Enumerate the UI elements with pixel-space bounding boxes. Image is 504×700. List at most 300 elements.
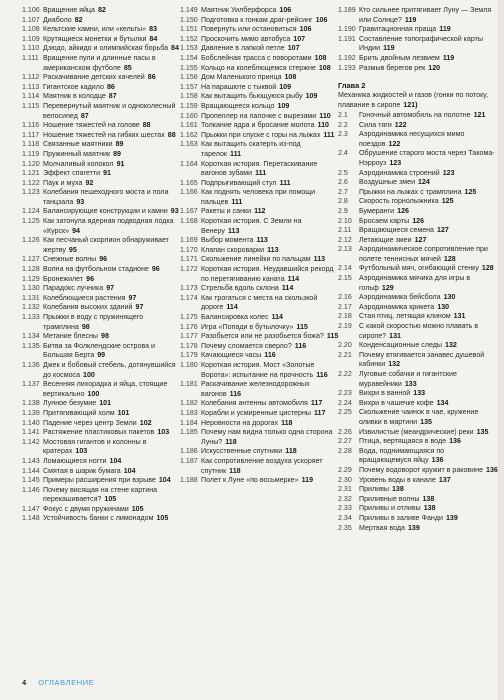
toc-entry[interactable] <box>22 275 182 285</box>
toc-entry[interactable] <box>22 303 182 313</box>
entry-title-wrap <box>359 524 498 534</box>
toc-entry[interactable] <box>22 514 182 524</box>
toc-entry[interactable] <box>338 466 498 476</box>
entry-number: 1.141 <box>22 428 40 437</box>
entry-title-wrap <box>43 236 182 255</box>
toc-entry[interactable] <box>22 236 182 255</box>
toc-entry[interactable] <box>22 140 182 150</box>
entry-title-wrap <box>201 246 340 256</box>
entry-title: Бобслейная трасса с поворотами <box>201 53 312 62</box>
toc-entry[interactable] <box>338 169 498 179</box>
entry-title-wrap <box>359 111 498 121</box>
entry-number: 1.179 <box>180 351 198 360</box>
toc-entry[interactable] <box>338 25 498 35</box>
page-number: 4 <box>22 678 27 687</box>
toc-entry[interactable] <box>180 140 340 159</box>
entry-number: 1.123 <box>22 188 40 197</box>
toc-entry[interactable] <box>338 408 498 427</box>
entry-title-wrap <box>359 447 498 466</box>
entry-page: 106 <box>299 25 312 34</box>
entry-page: 119 <box>442 53 455 62</box>
toc-entry[interactable] <box>180 476 340 486</box>
toc-entry[interactable] <box>180 207 340 217</box>
chapter-subtitle-text: Механика жидкостей и газов (гонки по потоку, плавание в сиропе <box>338 91 489 109</box>
entry-title: Размыв берегов рек <box>359 63 426 72</box>
toc-entry[interactable] <box>180 112 340 122</box>
entry-title: Бронежилет <box>43 274 84 283</box>
entry-title: Как трогаться с места на скользкой дороге <box>201 293 318 312</box>
toc-entry[interactable] <box>338 149 498 168</box>
entry-title: Снежные волны <box>43 255 97 264</box>
toc-entry[interactable] <box>22 332 182 342</box>
entry-title-wrap <box>43 265 182 275</box>
toc-entry[interactable] <box>338 399 498 409</box>
entry-title-wrap <box>201 255 340 265</box>
entry-title-wrap <box>359 35 498 54</box>
entry-number: 1.109 <box>22 34 40 43</box>
toc-entry[interactable] <box>180 6 340 16</box>
entry-title: Качающиеся часы <box>201 351 262 360</box>
entry-title-wrap <box>359 504 498 514</box>
entry-title: Маятник Уилберфорса <box>201 6 277 14</box>
entry-number: 1.126 <box>22 236 40 245</box>
entry-number: 1.157 <box>180 82 198 91</box>
entry-page: 118 <box>229 466 241 475</box>
toc-entry[interactable] <box>180 419 340 429</box>
toc-entry[interactable] <box>338 341 498 351</box>
entry-page: 96 <box>86 274 95 283</box>
toc-entry[interactable] <box>180 64 340 74</box>
entry-title: Приливы в заливе Фанди <box>359 513 443 522</box>
entry-page: 121 <box>473 110 486 119</box>
entry-title: Молчаливый колокол <box>43 159 114 168</box>
entry-number: 1.187 <box>180 456 198 465</box>
page-footer <box>22 678 94 687</box>
toc-entry[interactable] <box>180 409 340 419</box>
entry-number: 1.131 <box>22 293 40 302</box>
entry-title-wrap <box>201 323 340 333</box>
toc-entry[interactable] <box>22 160 182 170</box>
entry-number: 2.28 <box>338 446 352 455</box>
toc-entry[interactable] <box>180 246 340 256</box>
toc-entry[interactable] <box>22 428 182 438</box>
entry-page: 86 <box>147 73 156 82</box>
toc-entry[interactable] <box>338 514 498 524</box>
toc-entry[interactable] <box>180 457 340 476</box>
toc-entry[interactable] <box>338 524 498 534</box>
entry-title-wrap <box>43 179 182 189</box>
toc-entry[interactable] <box>22 380 182 399</box>
toc-entry[interactable] <box>22 16 182 26</box>
toc-entry[interactable] <box>180 217 340 236</box>
toc-entry[interactable] <box>22 44 182 54</box>
entry-title: Приливные волны <box>359 494 420 503</box>
toc-entry[interactable] <box>180 54 340 64</box>
entry-title: Вращение пули и длинные пасы в американском футболе <box>43 53 156 72</box>
entry-title-wrap <box>359 341 498 351</box>
entry-page: 105 <box>156 514 169 523</box>
toc-entry[interactable] <box>180 131 340 141</box>
toc-entry[interactable] <box>22 438 182 457</box>
entry-number: 1.129 <box>22 274 40 283</box>
entry-title: Полет к Луне «по восьмерке» <box>201 476 299 485</box>
entry-page: 126 <box>412 216 425 225</box>
entry-number: 1.146 <box>22 485 40 494</box>
entry-title: Клапан скороварки <box>201 245 265 254</box>
entry-number: 2.15 <box>338 274 352 283</box>
entry-number: 2.34 <box>338 513 352 522</box>
entry-page: 84 <box>171 44 179 53</box>
entry-title-wrap <box>201 73 340 83</box>
toc-entry[interactable] <box>338 64 498 74</box>
toc-entry[interactable] <box>180 399 340 409</box>
entry-title: Почему нам видна только одна сторона Луны? <box>201 428 333 446</box>
toc-entry[interactable] <box>180 447 340 457</box>
entry-title-wrap <box>201 64 340 74</box>
entry-title-wrap <box>43 188 182 207</box>
entry-title-wrap <box>43 160 182 170</box>
entry-number: 1.192 <box>338 53 356 62</box>
entry-title: Короткая история. Неудавшийся рекорд по перетягиванию каната <box>201 265 334 283</box>
entry-title-wrap <box>201 35 340 45</box>
entry-title: Вода, поднимающаяся по вращающемуся яйцу <box>359 446 445 465</box>
toc-entry[interactable] <box>180 361 340 380</box>
toc-entry[interactable] <box>180 342 340 352</box>
toc-entry[interactable] <box>180 188 340 207</box>
entry-title-wrap <box>359 514 498 524</box>
entry-number: 2.6 <box>338 178 348 187</box>
entry-title: Кто сильнее притягивает Луну — Земля или Солнце? <box>359 6 492 24</box>
entry-number: 2.14 <box>338 264 352 273</box>
entry-title: Ношение тяжестей на голове <box>43 121 140 130</box>
chapter-heading: Глава 2 <box>338 81 366 91</box>
entry-page: 109 <box>305 92 318 101</box>
entry-title-wrap <box>359 389 498 399</box>
toc-entry[interactable] <box>338 485 498 495</box>
toc-entry[interactable] <box>338 476 498 486</box>
toc-entry[interactable] <box>338 217 498 227</box>
toc-entry[interactable] <box>338 370 498 389</box>
entry-title-wrap <box>359 495 498 505</box>
toc-entry[interactable] <box>22 255 182 265</box>
entry-title-wrap <box>201 207 340 217</box>
entry-number: 1.154 <box>180 53 198 62</box>
entry-number: 1.135 <box>22 341 40 350</box>
entry-title: Как песчаный скорпион обнаруживает жертву <box>43 236 169 254</box>
entry-number: 2.11 <box>338 226 352 235</box>
entry-page: 107 <box>293 34 306 43</box>
entry-title-wrap <box>43 409 182 419</box>
toc-entry[interactable] <box>338 428 498 438</box>
entry-number: 1.155 <box>180 63 198 72</box>
toc-entry[interactable] <box>180 16 340 26</box>
toc-entry[interactable] <box>180 284 340 294</box>
toc-entry[interactable] <box>338 293 498 303</box>
entry-title: Скольжение линейки по пальцам <box>201 255 311 264</box>
toc-entry[interactable] <box>180 92 340 102</box>
entry-page: 128 <box>443 254 456 263</box>
entry-page: 110 <box>317 121 329 130</box>
entry-title: Ракеты и санки <box>201 207 252 216</box>
entry-title: Ношение тяжестей на гибких шестах <box>43 130 165 139</box>
toc-entry[interactable] <box>180 313 340 323</box>
entry-title-wrap <box>201 92 340 102</box>
toc-entry[interactable] <box>180 428 340 447</box>
entry-number: 1.169 <box>180 236 198 245</box>
toc-entry[interactable] <box>180 255 340 265</box>
entry-title-wrap <box>43 140 182 150</box>
entry-number: 1.128 <box>22 265 40 274</box>
entry-title-wrap <box>359 54 498 64</box>
entry-number: 1.190 <box>338 25 356 34</box>
entry-page: 119 <box>301 476 314 485</box>
toc-entry[interactable] <box>180 265 340 284</box>
toc-entry[interactable] <box>180 73 340 83</box>
entry-page: 138 <box>391 485 404 494</box>
entry-number: 1.137 <box>22 380 40 389</box>
toc-entry[interactable] <box>338 111 498 121</box>
entry-number: 1.115 <box>22 101 40 110</box>
entry-number: 1.152 <box>180 34 198 43</box>
toc-entry[interactable] <box>338 130 498 149</box>
toc-entry[interactable] <box>338 495 498 505</box>
toc-entry[interactable] <box>180 35 340 45</box>
toc-entry[interactable] <box>22 313 182 332</box>
toc-entry[interactable] <box>180 83 340 93</box>
entry-number: 1.186 <box>180 447 198 456</box>
entry-number: 1.168 <box>180 217 198 226</box>
entry-number: 1.149 <box>180 6 198 14</box>
toc-entry[interactable] <box>22 419 182 429</box>
entry-page: 106 <box>279 6 292 14</box>
toc-entry[interactable] <box>22 102 182 121</box>
entry-number: 2.21 <box>338 350 352 359</box>
entry-title: Извилистые (меандрические) реки <box>359 427 474 436</box>
toc-entry[interactable] <box>180 323 340 333</box>
toc-entry[interactable] <box>338 322 498 341</box>
entry-title: Аэродинамика крикета <box>359 302 435 311</box>
entry-page: 112 <box>254 207 266 216</box>
toc-entry[interactable] <box>22 409 182 419</box>
toc-entry[interactable] <box>180 351 340 361</box>
toc-entry[interactable] <box>22 476 182 486</box>
entry-page: 91 <box>116 159 125 168</box>
entry-title: Примеры расширения при взрыве <box>43 476 156 485</box>
entry-page: 135 <box>420 417 432 426</box>
entry-title: Как вытащить бьющуюся рыбу <box>201 92 303 101</box>
toc-entry[interactable] <box>22 150 182 160</box>
entry-page: 120 <box>428 63 441 72</box>
entry-number: 1.139 <box>22 408 40 417</box>
entry-number: 1.114 <box>22 92 40 101</box>
entry-page: 98 <box>101 332 109 341</box>
entry-page: 93 <box>170 207 179 216</box>
entry-page: 115 <box>326 332 339 341</box>
toc-entry[interactable] <box>22 342 182 361</box>
toc-entry[interactable] <box>22 131 182 141</box>
entry-title: Растяжение пластиковых пакетов <box>43 428 155 437</box>
entry-title-wrap <box>201 419 340 429</box>
entry-title-wrap <box>359 485 498 495</box>
toc-entry[interactable] <box>22 121 182 131</box>
toc-entry[interactable] <box>22 169 182 179</box>
toc-entry[interactable] <box>180 380 340 399</box>
toc-entry[interactable] <box>338 245 498 264</box>
toc-entry[interactable] <box>22 217 182 236</box>
entry-title: Давление в лапкой петле <box>201 44 285 53</box>
entry-number: 1.134 <box>22 332 40 341</box>
entry-page: 117 <box>313 408 326 417</box>
entry-page: 113 <box>227 226 240 235</box>
entry-number: 1.106 <box>22 6 40 14</box>
toc-entry[interactable] <box>22 486 182 505</box>
toc-entry[interactable] <box>338 188 498 198</box>
entry-page: 92 <box>85 178 94 187</box>
entry-title: Воздушные змеи <box>359 178 416 187</box>
entry-number: 2.30 <box>338 475 352 484</box>
chapter-page: 121) <box>403 100 418 109</box>
toc-entry[interactable] <box>338 312 498 322</box>
toc-entry[interactable] <box>338 197 498 207</box>
entry-page: 131 <box>389 331 401 340</box>
toc-entry[interactable] <box>338 274 498 293</box>
entry-number: 2.12 <box>338 235 352 244</box>
entry-page: 132 <box>445 341 457 350</box>
entry-title: Кольцо на колеблющемся стержне <box>201 63 316 72</box>
toc-entry[interactable] <box>180 294 340 313</box>
entry-number: 1.117 <box>22 130 40 139</box>
entry-page: 125 <box>464 187 477 196</box>
toc-entry[interactable] <box>180 44 340 54</box>
toc-entry[interactable] <box>338 35 498 54</box>
toc-entry[interactable] <box>338 447 498 466</box>
entry-title: Ломающиеся ногти <box>43 456 107 465</box>
entry-title-wrap <box>201 160 340 179</box>
entry-title: Как вытащить скатерть из-под тарелок <box>201 140 301 158</box>
toc-entry[interactable] <box>180 160 340 179</box>
entry-title: Разобьется или не разобьется божа? <box>201 332 324 341</box>
entry-title: Стрельба вдоль склона <box>201 284 279 293</box>
entry-title: Футбольный мяч, огибающий стенку <box>359 264 479 273</box>
toc-entry[interactable] <box>180 332 340 342</box>
entry-title-wrap <box>201 217 340 236</box>
toc-entry[interactable] <box>22 92 182 102</box>
toc-entry[interactable] <box>338 236 498 246</box>
entry-page: 97 <box>135 303 144 312</box>
toc-entry[interactable] <box>338 178 498 188</box>
toc-entry[interactable] <box>338 121 498 131</box>
entry-title: Пружинный маятник <box>43 149 111 158</box>
toc-entry[interactable] <box>22 399 182 409</box>
entry-number: 2.10 <box>338 216 352 225</box>
entry-title: Перевернутый маятник и одноколесный велосипед <box>43 101 176 120</box>
toc-entry[interactable] <box>338 6 498 25</box>
toc-entry[interactable] <box>22 35 182 45</box>
entry-page: 97 <box>128 293 137 302</box>
toc-entry[interactable] <box>22 294 182 304</box>
entry-number: 1.161 <box>180 121 198 130</box>
toc-entry[interactable] <box>22 361 182 380</box>
toc-entry[interactable] <box>22 505 182 515</box>
toc-entry[interactable] <box>338 226 498 236</box>
entry-number: 1.159 <box>180 101 198 110</box>
toc-entry[interactable] <box>338 264 498 274</box>
toc-entry[interactable] <box>180 25 340 35</box>
entry-title: Подпрыгивающий стул <box>201 178 277 187</box>
entry-number: 1.191 <box>338 34 356 43</box>
toc-entry[interactable] <box>338 437 498 447</box>
toc-column-2 <box>180 6 340 486</box>
entry-number: 1.180 <box>180 360 198 369</box>
entry-number: 2.18 <box>338 312 352 321</box>
entry-page: 84 <box>149 34 158 43</box>
entry-number: 2.8 <box>338 197 348 206</box>
toc-entry[interactable] <box>338 207 498 217</box>
toc-entry[interactable] <box>22 6 182 16</box>
entry-title-wrap <box>201 457 340 476</box>
toc-entry[interactable] <box>338 351 498 370</box>
entry-number: 1.193 <box>338 63 356 72</box>
toc-entry[interactable] <box>338 303 498 313</box>
toc-entry[interactable] <box>22 54 182 73</box>
toc-entry[interactable] <box>22 188 182 207</box>
entry-page: 86 <box>106 82 115 91</box>
entry-number: 1.142 <box>22 437 40 446</box>
toc-entry[interactable] <box>180 179 340 189</box>
toc-entry[interactable] <box>22 25 182 35</box>
entry-page: 117 <box>310 399 323 408</box>
toc-entry[interactable] <box>338 389 498 399</box>
entry-number: 1.127 <box>22 255 40 264</box>
toc-entry[interactable] <box>180 102 340 112</box>
entry-number: 1.182 <box>180 399 198 408</box>
entry-page: 127 <box>414 235 427 244</box>
entry-title-wrap <box>359 428 498 438</box>
entry-number: 1.133 <box>22 313 40 321</box>
entry-number: 1.185 <box>180 428 198 437</box>
toc-entry[interactable] <box>22 457 182 467</box>
toc-entry[interactable] <box>180 121 340 131</box>
entry-title: Вращающиеся семена <box>359 226 435 235</box>
toc-entry[interactable] <box>22 265 182 275</box>
toc-entry[interactable] <box>22 179 182 189</box>
entry-number: 2.9 <box>338 206 348 215</box>
entry-number: 1.143 <box>22 456 40 465</box>
entry-title-wrap <box>359 303 498 313</box>
entry-title-wrap <box>43 16 182 26</box>
entry-page: 113 <box>267 245 279 254</box>
entry-number: 2.16 <box>338 293 352 302</box>
toc-entry[interactable] <box>22 83 182 93</box>
toc-entry[interactable] <box>22 467 182 477</box>
entry-page: 135 <box>476 427 489 436</box>
toc-entry[interactable] <box>22 284 182 294</box>
entry-title-wrap <box>359 217 498 227</box>
toc-entry[interactable] <box>22 207 182 217</box>
entry-number: 1.164 <box>180 159 198 168</box>
entry-title: С какой скоростью можно плавать в сиропе? <box>359 322 479 340</box>
entry-page: 98 <box>81 322 90 331</box>
entry-title: Весенняя лихорадка и яйца, стоящие вертикально <box>43 380 168 398</box>
entry-number: 1.107 <box>22 15 40 24</box>
entry-title: Короткая история. Перетаскивание вагонов зубами <box>201 159 318 178</box>
entry-number: 1.151 <box>180 25 198 34</box>
toc-entry[interactable] <box>338 504 498 514</box>
toc-entry[interactable] <box>22 73 182 83</box>
toc-entry[interactable] <box>338 54 498 64</box>
toc-entry[interactable] <box>180 236 340 246</box>
entry-number: 1.166 <box>180 188 198 197</box>
